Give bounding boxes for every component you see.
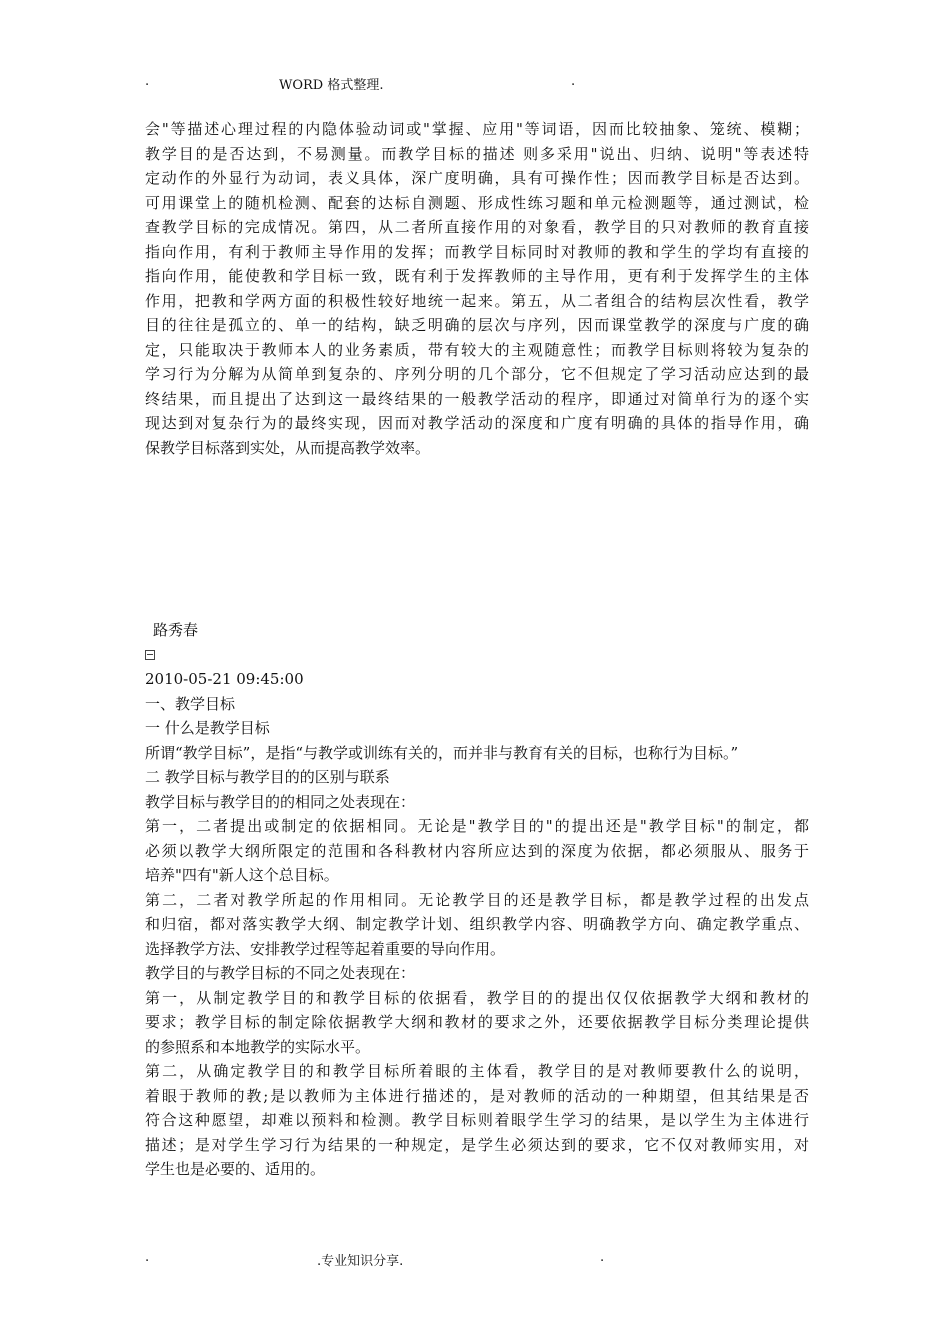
footer-right-dot: . xyxy=(600,1250,605,1265)
collapse-row xyxy=(145,643,809,668)
section-line: 培养"四有"新人这个总目标。 xyxy=(145,866,339,884)
paragraph-line: 查教学目标的完成情况。第四，从二者所直接作用的对象看，教学目的只对教师的教育直接 xyxy=(145,218,809,236)
body-paragraph-1 xyxy=(145,117,809,460)
section-line: 教学目标与教学目的的相同之处表现在： xyxy=(145,792,416,811)
paragraph-line: 定，只能取决于教师本人的业务素质，带有较大的主观随意性；而教学目标则将较为复杂的 xyxy=(145,340,809,359)
page-header xyxy=(0,74,950,92)
header-left-dot: . xyxy=(145,74,150,89)
section-line: 第二，二者对教学所起的作用相同。无论教学目的还是教学目标，都是教学过程的出发点 xyxy=(145,890,809,909)
section-line: 教学目的与教学目标的不同之处表现在： xyxy=(145,964,416,982)
post-author: 路秀春 xyxy=(153,621,199,639)
paragraph-line: 会"等描述心理过程的内隐体验动词或"掌握、应用"等词语，因而比较抽象、笼统、模糊； xyxy=(145,120,809,138)
paragraph-line: 指向作用，有利于教师主导作用的发挥；而教学目标同时对教师的教和学生的学均有直接的 xyxy=(145,242,809,261)
paragraph-line: 现达到对复杂行为的最终实现，因而对教学活动的深度和广度有明确的具体的指导作用，确 xyxy=(145,414,809,432)
section-line: 和归宿，都对落实教学大纲、制定教学计划、组织教学内容、明确教学方向、确定教学重点、 xyxy=(145,915,809,933)
section-line: 一 什么是教学目标 xyxy=(145,719,270,737)
section-line: 要求；教学目标的制定除依据教学大纲和教材的要求之外，还要依据教学目标分类理论提供 xyxy=(145,1013,809,1031)
page-footer xyxy=(0,1250,950,1268)
section-line: 描述；是对学生学习行为结果的一种规定，是学生必须达到的要求，它不仅对教师实用，对 xyxy=(145,1135,809,1154)
paragraph-line: 学习行为分解为从简单到复杂的、序列分明的几个部分，它不但规定了学习活动应达到的最 xyxy=(145,365,809,383)
paragraph-line: 作用，把教和学两方面的积极性较好地统一起来。第五，从二者组合的结构层次性看，教学 xyxy=(145,291,809,310)
header-right-dot: . xyxy=(571,74,576,89)
paragraph-line: 可用课堂上的随机检测、配套的达标自测题、形成性练习题和单元检测题等，通过测试，检 xyxy=(145,193,809,212)
section-line: 必须以教学大纲所限定的范围和各科教材内容所应达到的深度为依据，都必须服从、服务于 xyxy=(145,841,809,860)
section-line: 学生也是必要的、适用的。 xyxy=(145,1160,326,1178)
footer-left-dot: . xyxy=(145,1250,150,1265)
section-line: 第一，二者提出或制定的依据相同。无论是"教学目的"的提出还是"教学目标"的制定，都 xyxy=(145,817,809,835)
footer-text: .专业知识分享. xyxy=(317,1254,404,1269)
section-line: 二 教学目标与教学目的的区别与联系 xyxy=(145,768,390,786)
post-section xyxy=(145,618,809,1182)
section-line: 所谓“教学目标”，是指“与教学或训练有关的，而并非与教育有关的目标，也称行为目标。” xyxy=(145,743,739,762)
section-line: 的参照系和本地教学的实际水平。 xyxy=(145,1037,371,1056)
header-title: WORD 格式整理. xyxy=(279,78,384,93)
paragraph-line: 教学目的是否达到，不易测量。而教学目标的描述 则多采用"说出、归纳、说明"等表述特 xyxy=(145,144,809,163)
section-line: 选择教学方法、安排教学过程等起着重要的导向作用。 xyxy=(145,939,506,958)
post-datetime: 2010-05-21 09:45:00 xyxy=(145,670,304,688)
paragraph-line: 定动作的外显行为动词，表义具体，深广度明确，具有可操作性；因而教学目标是否达到。 xyxy=(145,169,809,187)
section-line: 着眼于教师的教;是以教师为主体进行描述的，是对教师的活动的一种期望，但其结果是否 xyxy=(145,1086,809,1105)
post-body xyxy=(145,692,809,1182)
paragraph-line: 目的往往是孤立的、单一的结构，缺乏明确的层次与序列，因而课堂教学的深度与广度的确 xyxy=(145,316,809,334)
paragraph-line: 终结果，而且提出了达到这一最终结果的一般教学活动的程序，即通过对简单行为的逐个实 xyxy=(145,389,809,408)
section-line: 第二，从确定教学目的和教学目标所着眼的主体看，教学目的是对教师要教什么的说明， xyxy=(145,1062,809,1080)
section-line: 符合这种愿望，却难以预料和检测。教学目标则着眼学生学习的结果，是以学生为主体进行 xyxy=(145,1111,809,1129)
paragraph-line: 指向作用，能使教和学目标一致，既有利于发挥教师的主导作用，更有利于发挥学生的主体 xyxy=(145,267,809,285)
section-line: 第一，从制定教学目的和教学目标的依据看，教学目的的提出仅仅依据教学大纲和教材的 xyxy=(145,988,809,1007)
paragraph-line: 保教学目标落到实处，从而提高教学效率。 xyxy=(145,438,431,457)
section-line: 一、教学目标 xyxy=(145,694,236,713)
collapse-icon[interactable] xyxy=(145,650,155,660)
